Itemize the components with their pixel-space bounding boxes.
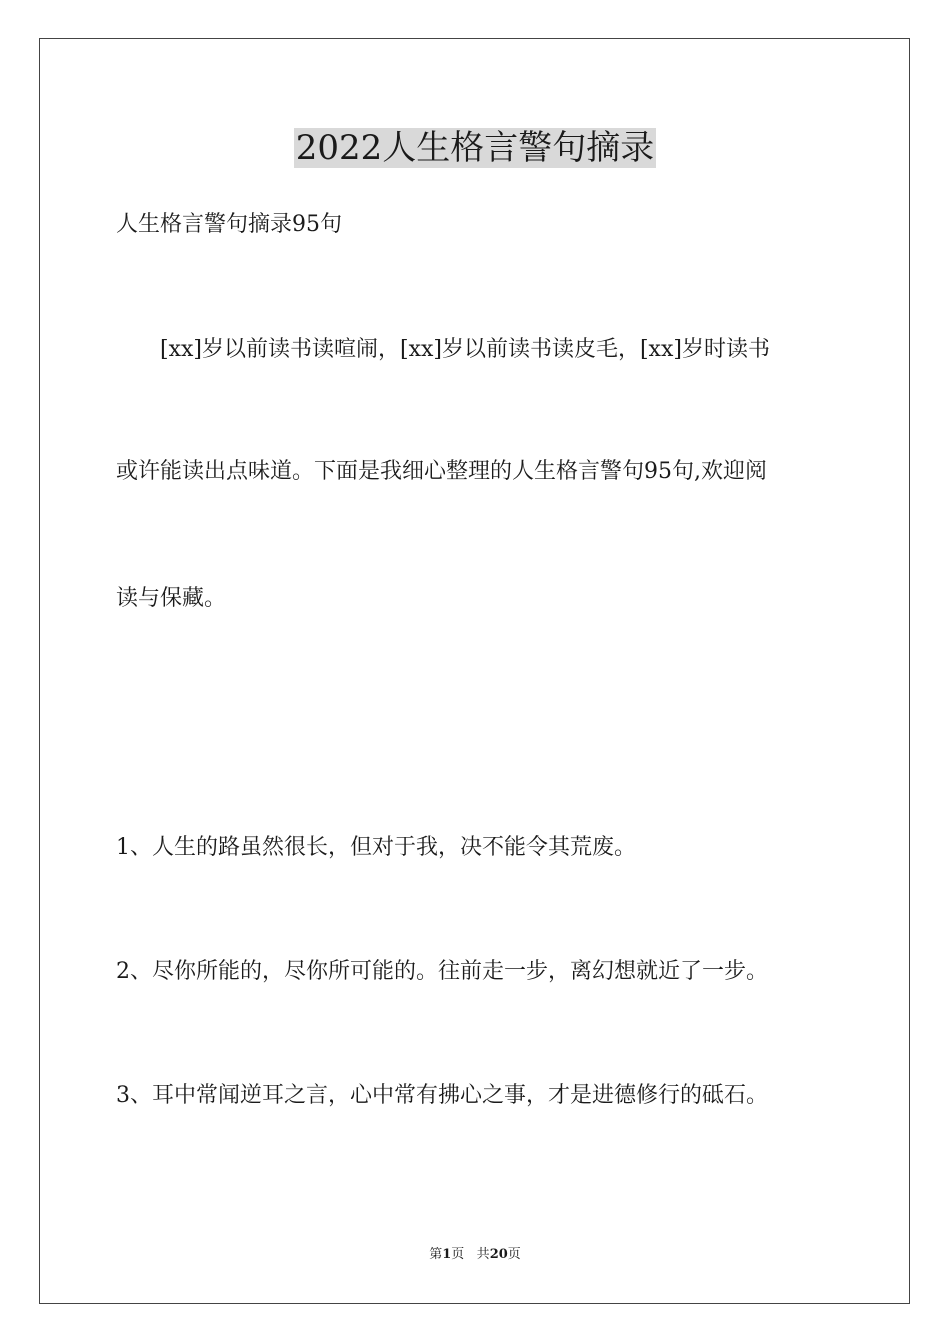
document-subtitle: 人生格言警句摘录95句 xyxy=(116,212,342,237)
list-item: 1、人生的路虽然很长，但对于我，决不能令其荒废。 xyxy=(116,835,636,860)
page-footer xyxy=(0,1246,950,1264)
total-suffix: 页 xyxy=(507,1247,521,1262)
total-prefix: 共 xyxy=(476,1247,490,1262)
total-pages: 20 xyxy=(489,1247,508,1262)
document-title-text: 2022人生格言警句摘录 xyxy=(295,128,655,168)
page-prefix: 第 xyxy=(429,1247,443,1262)
intro-line-1: [xx]岁以前读书读喧闹，[xx]岁以前读书读皮毛，[xx]岁时读书 xyxy=(160,337,770,362)
intro-line-2: 或许能读出点味道。下面是我细心整理的人生格言警句95句,欢迎阅 xyxy=(116,459,767,484)
page-suffix: 页 xyxy=(451,1247,465,1262)
document-title xyxy=(0,126,950,170)
list-item: 3、耳中常闻逆耳之言，心中常有拂心之事，才是进德修行的砥石。 xyxy=(116,1083,768,1108)
intro-line-3: 读与保藏。 xyxy=(116,586,227,611)
list-item: 2、尽你所能的，尽你所可能的。往前走一步，离幻想就近了一步。 xyxy=(116,959,768,984)
page-number: 1 xyxy=(442,1247,452,1262)
